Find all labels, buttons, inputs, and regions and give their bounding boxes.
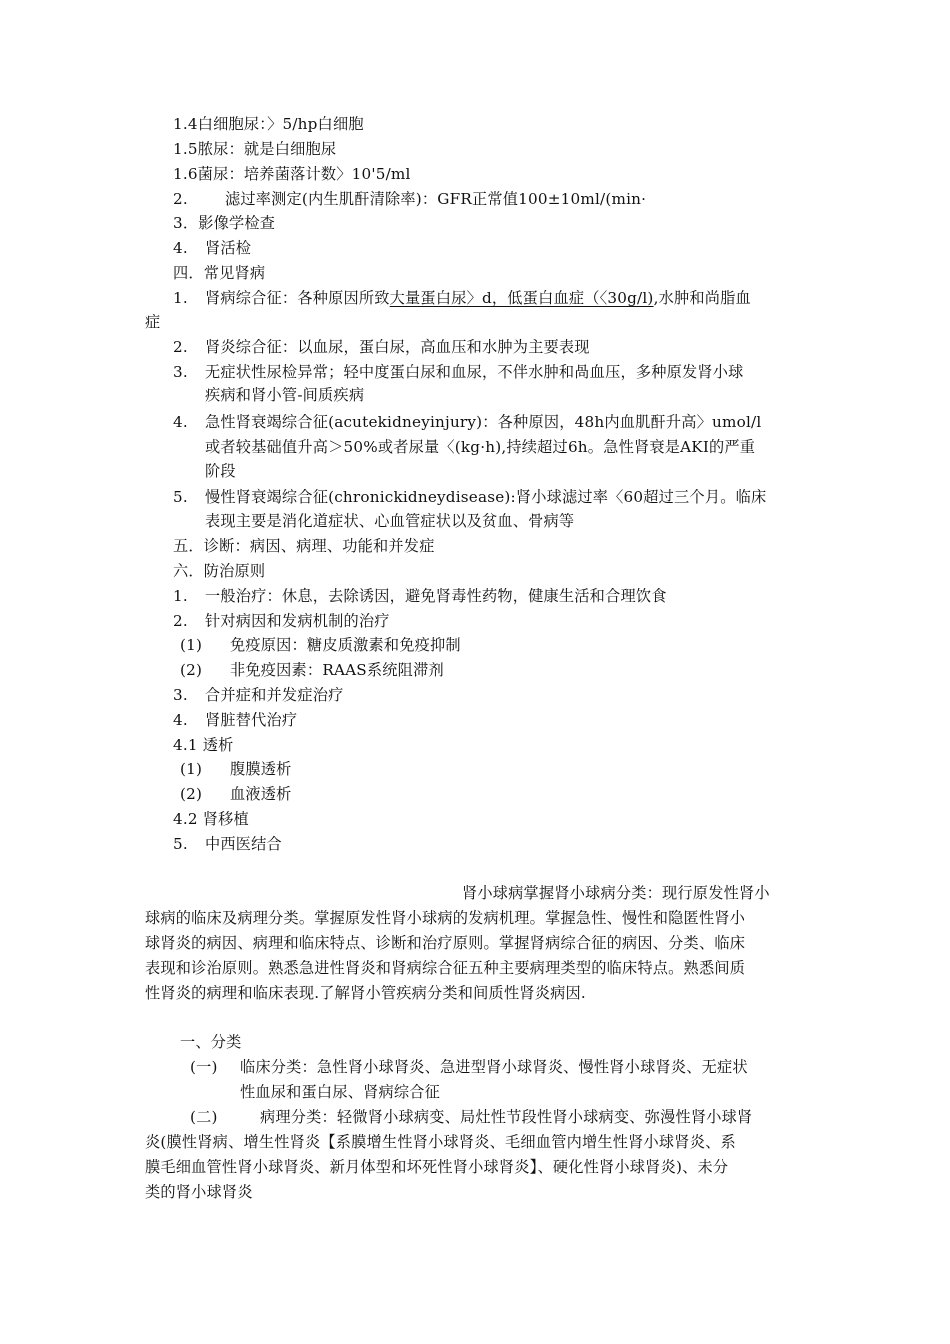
asymptomatic-line-2: 疾病和肾小管-间质疾病	[205, 386, 365, 404]
pathology-classification-line-3: 膜毛细血管性肾小球肾炎、新月体型和坏死性肾小球肾炎】、硬化性肾小球肾炎)、未分	[145, 1158, 729, 1176]
treatment-4-1a-text: 腹膜透析	[230, 760, 292, 778]
item-3: 3．影像学检查	[173, 214, 276, 232]
item-4-number: 4.	[173, 239, 188, 257]
treatment-4-1a-number: (1)	[180, 760, 203, 778]
ckd-number: 5.	[173, 488, 188, 506]
nephritic-number: 2.	[173, 338, 188, 356]
pathology-classification-line-1: 病理分类：轻微肾小球病变、局灶性节段性肾小球病变、弥漫性肾小球肾	[260, 1108, 753, 1126]
heading-common-kidney-diseases: 四．常见肾病	[173, 264, 266, 282]
clinical-classification-number: (一)	[190, 1058, 218, 1076]
asymptomatic-number: 3.	[173, 363, 188, 381]
ckd-line-1: 慢性肾衰竭综合征(chronickidneydisease):肾小球滤过率〈60超过三个月。临床	[205, 488, 767, 506]
nephritic-text: 肾炎综合征：以血尿，蛋白尿，高血压和水肿为主要表现	[205, 338, 590, 356]
treatment-5-text: 中西医结合	[205, 835, 282, 853]
treatment-4-1b-text: 血液透析	[230, 785, 292, 803]
aki-line-2: 或者较基础值升高＞50%或者尿量〈(kg·h),持续超过6h。急性肾衰是AKI的严重	[205, 438, 756, 456]
nephrotic-underlined: 大量蛋白尿〉d，低蛋白血症（〈30g/l)	[389, 289, 654, 307]
aki-number: 4.	[173, 413, 188, 431]
treatment-2-text: 针对病因和发病机制的治疗	[205, 612, 390, 630]
treatment-4-number: 4.	[173, 711, 188, 729]
treatment-1-number: 1.	[173, 587, 188, 605]
treatment-4-1: 4.1 透析	[173, 736, 234, 754]
treatment-2-number: 2.	[173, 612, 188, 630]
clinical-classification-line-2: 性血尿和蛋白尿、肾病综合征	[240, 1083, 441, 1101]
pathology-classification-line-2: 炎(膜性肾病、增生性肾炎【系膜增生性肾小球肾炎、毛细血管内增生性肾小球肾炎、系	[145, 1133, 736, 1151]
intro-line-2: 球病的临床及病理分类。掌握原发性肾小球病的发病机理。掌握急性、慢性和隐匿性肾小	[145, 909, 746, 927]
treatment-1-text: 一般治疗：休息，去除诱因，避免肾毒性药物，健康生活和合理饮食	[205, 587, 667, 605]
treatment-2a-text: 免疫原因：糖皮质激素和免疫抑制	[230, 636, 461, 654]
treatment-2a-number: (1)	[180, 636, 203, 654]
aki-line-3: 阶段	[205, 462, 236, 480]
nephrotic-number: 1.	[173, 289, 188, 307]
heading-classification: 一、分类	[180, 1033, 242, 1051]
treatment-4-1b-number: (2)	[180, 785, 203, 803]
nephrotic-line-2: 症	[145, 313, 161, 331]
nephrotic-prefix: 肾病综合征：各种原因所致	[205, 289, 390, 307]
treatment-2b-text: 非免疫因素：RAAS系统阻滞剂	[230, 661, 444, 679]
treatment-4-text: 肾脏替代治疗	[205, 711, 298, 729]
treatment-3-number: 3.	[173, 686, 188, 704]
asymptomatic-line-1: 无症状性尿检异常；轻中度蛋白尿和血尿，不伴水肿和咼血压，多种原发肾小球	[205, 363, 744, 381]
intro-line-4: 表现和诊治原则。熟悉急进性肾炎和肾病综合征五种主要病理类型的临床特点。熟悉间质	[145, 959, 746, 977]
treatment-3-text: 合并症和并发症治疗	[205, 686, 344, 704]
line-1-6: 1.6菌尿：培养菌落计数〉10'5/ml	[173, 165, 411, 183]
pathology-classification-number: (二)	[190, 1108, 218, 1126]
item-2-text: 滤过率测定(内生肌酐清除率)：GFR正常值100±10ml/(min·	[225, 190, 647, 208]
heading-diagnosis: 五．诊断：病因、病理、功能和并发症	[173, 537, 435, 555]
line-1-4: 1.4白细胞尿：〉5/hp白细胞	[173, 115, 364, 133]
nephrotic-suffix: ,水肿和尚脂血	[653, 289, 751, 307]
treatment-2b-number: (2)	[180, 661, 203, 679]
clinical-classification-line-1: 临床分类：急性肾小球肾炎、急进型肾小球肾炎、慢性肾小球肾炎、无症状	[240, 1058, 748, 1076]
treatment-5-number: 5.	[173, 835, 188, 853]
item-2-number: 2.	[173, 190, 188, 208]
aki-line-1: 急性肾衰竭综合征(acutekidneyinjury)：各种原因，48h内血肌酐升高〉umol/l	[205, 413, 762, 431]
ckd-line-2: 表现主要是消化道症状、心血管症状以及贫血、骨病等	[205, 512, 575, 530]
intro-line-5: 性肾炎的病理和临床表现.了解肾小管疾病分类和间质性肾炎病因.	[145, 984, 586, 1002]
pathology-classification-line-4: 类的肾小球肾炎	[145, 1183, 253, 1201]
treatment-4-2: 4.2 肾移植	[173, 810, 249, 828]
intro-line-1: 肾小球病掌握肾小球病分类：现行原发性肾小	[462, 884, 770, 902]
heading-treatment-principles: 六．防治原则	[173, 562, 266, 580]
intro-line-3: 球肾炎的病因、病理和临床特点、诊断和治疗原则。掌握肾病综合征的病因、分类、临床	[145, 934, 746, 952]
item-4-text: 肾活检	[205, 239, 252, 257]
line-1-5: 1.5脓尿：就是白细胞尿	[173, 140, 337, 158]
nephrotic-line-1	[205, 287, 751, 309]
